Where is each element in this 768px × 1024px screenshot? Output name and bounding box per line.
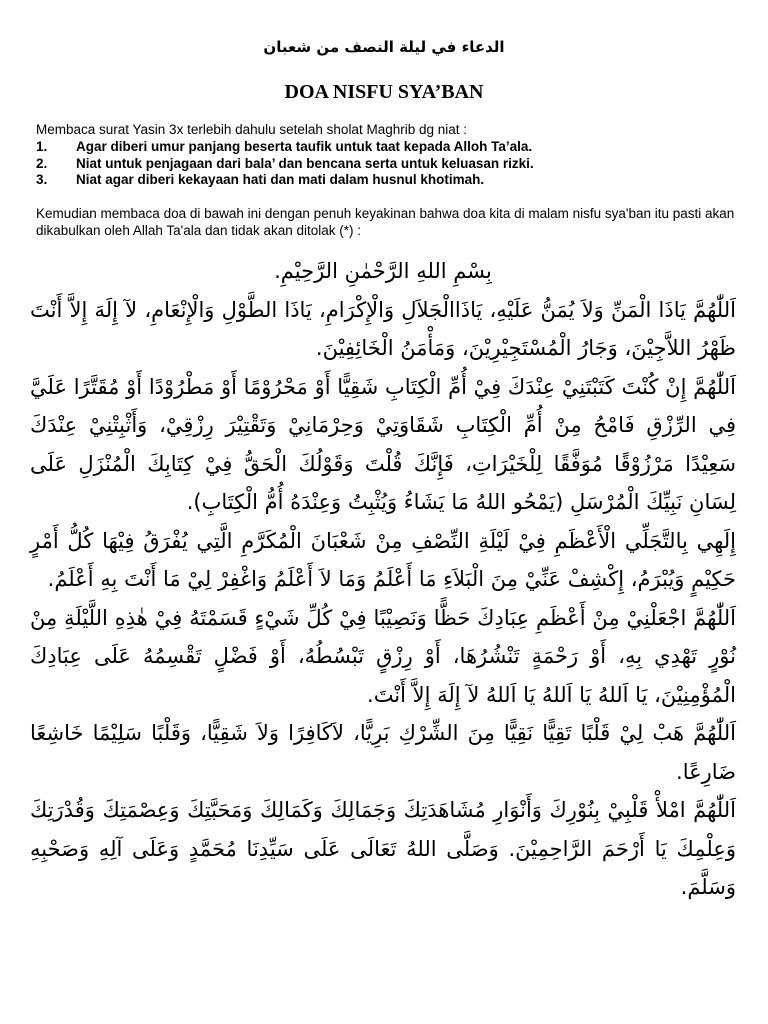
dua-text — [30, 252, 736, 907]
dua-paragraph: اَللّٰهُمَّ يَاذَا الْمَنِّ وَلاَ يُمَنُّ عَلَيْهِ، يَاذَاالْجَلاَلِ وَالْإِكْرَامِ، يَاذَا الطَّوْلِ وَالْإِنْعَامِ، لآ إِلَهَ إِلاَّ أَنْتَ ظَهْرُ اللاَّجِيْنَ، وَجَارُ الْمُسْتَجِيْرِيْنَ، وَمَأْمَنُ الْخَائِفِيْنَ. — [30, 297, 736, 360]
niat-list — [36, 139, 736, 189]
niat-item — [36, 139, 736, 156]
dua-paragraph: اَللّٰهُمَّ هَبْ لِيْ قَلْبًا تَقِيًّا نَقِيًّا مِنَ الشِّرْكِ بَرِيًّا، لاَكَافِرًا وَلاَ شَقِيًّا، وَقَلْبًا سَلِيْمًا خَاشِعًا ضَارِعًا. — [30, 721, 736, 784]
niat-number: 1. — [36, 139, 48, 154]
niat-item — [36, 172, 736, 189]
niat-number: 2. — [36, 155, 48, 171]
intro-text: Membaca surat Yasin 3x terlebih dahulu setelah sholat Maghrib dg niat : — [36, 122, 468, 137]
dua-paragraph: اَللّٰهُمَّ إِنْ كُنْتَ كَتَبْتَنِيْ عِنْدَكَ فِيْ أُمِّ الْكِتَابِ شَقِيًّا أَوْ مَحْرُوْمًا أَوْ مَطْرُوْدًا أَوْ مُقَتَّرًا عَلَيَّ فِي الرِّزْقِ فَامْحُ مِنْ أُمِّ الْكِتَابِ شَقَاوَتِيْ وَحِرْمَانِيْ وَتَقْتِيْرَ رِزْقِيْ، وَأَثْبِتْنِيْ عِنْدَكَ سَعِيْدًا مَرْزُوْقًا مُوَفَّقًا لِلْخَيْرَاتِ، فَإِنَّكَ قُلْتَ وَقَوْلُكَ الْحَقُّ فِيْ كِتَابِكَ الْمُنْزَلِ عَلَى لِسَانِ نَبِيِّكَ الْمُرْسَلِ (يَمْحُو اللهُ مَا يَشَاءُ وَيُثْبِتُ وَعِنْدَهُ أُمُّ الْكِتَابِ). — [30, 374, 736, 514]
niat-item — [36, 156, 736, 173]
niat-text: Agar diberi umur panjang beserta taufik untuk taat kepada Alloh Ta’ala. — [76, 139, 533, 154]
page-title: DOA NISFU SYA’BAN — [284, 81, 484, 103]
dua-paragraph: إِلَهِي بِالتَّجَلِّي الْأَعْظَمِ فِيْ لَيْلَةِ النِّصْفِ مِنْ شَعْبَانَ الْمُكَرَّمِ الَّتِي يُفْرَقُ فِيْهَا كُلُّ أَمْرٍ حَكِيْمٍ وَيُبْرَمُ، إِكْشِفْ عَنِّيْ مِنَ الْبَلاَءِ مَا أَعْلَمُ وَمَا لاَ أَعْلَمُ وَاغْفِرْ لِيْ مَا أَنْتَ بِهِ أَعْلَمُ. — [30, 528, 736, 591]
niat-number: 3. — [36, 172, 48, 187]
niat-text: Niat agar diberi kekayaan hati dan mati dalam husnul khotimah. — [76, 172, 485, 187]
dua-paragraph: اَللّٰهُمَّ امْلأْ قَلْبِيْ بِنُوْرِكَ وَأَنْوَارِ مُشَاهَدَتِكَ وَجَمَالِكَ وَكَمَالِكَ وَمَحَبَّتِكَ وَعِصْمَتِكَ وَقُدْرَتِكَ وَعِلْمِكَ يَا أَرْحَمَ الرَّاحِمِيْنَ. وَصَلَّى اللهُ تَعَالَى عَلَى سَيِّدِنَا مُحَمَّدٍ وَعَلَى آلِهِ وَصَحْبِهِ وَسَلَّمَ. — [30, 798, 736, 899]
niat-text: Niat untuk penjagaan dari bala’ dan bencana serta untuk keluasan rizki. — [76, 155, 534, 171]
basmala: بِسْمِ اللهِ الرَّحْمٰنِ الرَّحِيْمِ. — [274, 259, 492, 283]
dua-paragraph: اَللّٰهُمَّ اجْعَلْنِيْ مِنْ أَعْظَمِ عِبَادِكَ حَظًّا وَنَصِيْبًا فِيْ كُلِّ شَيْءٍ قَسَمْتَهُ فِيْ هٰذِهِ اللَّيْلَةِ مِنْ نُوْرٍ تَهْدِي بِهِ، أَوْ رَحْمَةٍ تَنْشُرُهَا، أَوْ رِزْقٍ تَبْسُطُهُ، أَوْ فَضْلٍ تَقْسِمُهُ عَلَى عِبَادِكَ الْمُؤْمِنِيْنَ، يَا اَللهُ يَا اَللهُ يَا اَللهُ لآ إِلَهَ إِلاَّ أَنْتَ. — [30, 605, 736, 707]
arabic-heading: الدعاء في ليلة النصف من شعبان — [263, 38, 505, 56]
instruction-text: Kemudian membaca doa di bawah ini dengan penuh keyakinan bahwa doa kita di malam nisfu sya'ban itu pasti akan dikabulkan oleh Allah Ta'ala dan tidak akan ditolak (*) : — [36, 206, 735, 238]
